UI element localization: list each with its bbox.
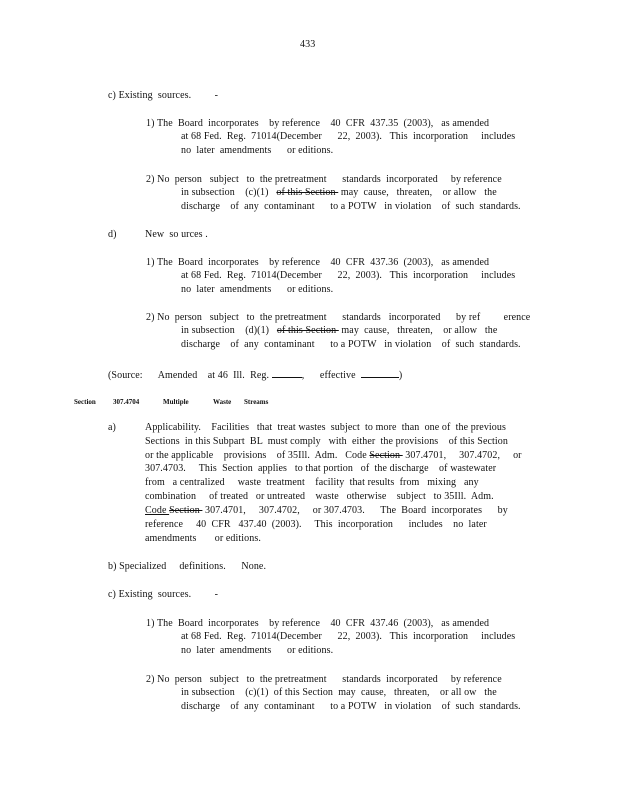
c-item1-line1: 1) The Board incorporates by reference 40 CFR 437.35 (2003), as amended — [146, 118, 490, 129]
subsection-a-letter: a) — [108, 422, 116, 433]
inserted-text: Code — [145, 505, 170, 516]
a-line7: Code Section 307.4701, 307.4702, or 307.4703. The Board incorporates by — [145, 505, 508, 516]
subsection-d-letter: d) — [108, 229, 117, 240]
a-line2: Sections in this Subpart BL must comply with either the provisions of this Section — [145, 436, 508, 447]
page-number: 433 — [300, 39, 316, 50]
blank-line — [361, 367, 399, 378]
d-item2-line2: in subsection (d)(1) of this Section may cause, threaten, or allow the — [181, 325, 498, 336]
c-item2-line3: discharge of any contaminant to a POTW in violation of such standards. — [181, 201, 521, 212]
d-item1-line1: 1) The Board incorporates by reference 40 CFR 437.36 (2003), as amended — [146, 257, 490, 268]
a-line4: 307.4703. This Section applies to that portion of the discharge of wastewater — [145, 463, 497, 474]
deleted-text: Section — [369, 450, 403, 461]
section-title-word: Streams — [244, 398, 269, 406]
deleted-text: of this Section — [276, 187, 339, 198]
blank-line — [272, 367, 302, 378]
source-note: (Source: Amended at 46 Ill. Reg. , effective ) — [108, 367, 402, 382]
c2-item2-line2: in subsection (c)(1) of this Section may cause, threaten, or all ow the — [181, 687, 497, 698]
c-item1-line2: at 68 Fed. Reg. 71014(December 22, 2003). This incorporation includes — [181, 131, 516, 142]
c-item1-line3: no later amendments or editions. — [181, 145, 334, 156]
c2-item1-line3: no later amendments or editions. — [181, 645, 334, 656]
d-item2-line3: discharge of any contaminant to a POTW in violation of such standards. — [181, 339, 521, 350]
subsection-c2-heading: c) Existing sources. - — [108, 589, 219, 600]
c2-item1-line1: 1) The Board incorporates by reference 40 CFR 437.46 (2003), as amended — [146, 618, 490, 629]
d-item1-line3: no later amendments or editions. — [181, 284, 334, 295]
subsection-c-heading: c) Existing sources. - — [108, 90, 219, 101]
section-number: 307.4704 — [113, 398, 140, 406]
c2-item2-line1: 2) No person subject to the pretreatment standards incorporated by reference — [146, 674, 502, 685]
subsection-b: b) Specialized definitions. None. — [108, 561, 267, 572]
section-title-word: Waste — [213, 398, 232, 406]
a-line1: Applicability. Facilities that treat wastes subject to more than one of the previous — [145, 422, 506, 433]
d-item2-line1: 2) No person subject to the pretreatment standards incorporated by ref erence — [146, 312, 531, 323]
a-line6: combination of treated or untreated waste otherwise subject to 35Ill. Adm. — [145, 491, 494, 502]
c2-item2-line3: discharge of any contaminant to a POTW in violation of such standards. — [181, 701, 521, 712]
c2-item1-line2: at 68 Fed. Reg. 71014(December 22, 2003). This incorporation includes — [181, 631, 516, 642]
section-title-word: Multiple — [163, 398, 189, 406]
a-line5: from a centralized waste treatment facility that results from mixing any — [145, 477, 479, 488]
c-item2-line2: in subsection (c)(1) of this Section may cause, threaten, or allow the — [181, 187, 497, 198]
a-line9: amendments or editions. — [145, 533, 261, 544]
a-line8: reference 40 CFR 437.40 (2003). This incorporation includes no later — [145, 519, 487, 530]
a-line3: or the applicable provisions of 35Ill. Adm. Code Section 307.4701, 307.4702, or — [145, 450, 522, 461]
c-item2-line1: 2) No person subject to the pretreatment standards incorporated by reference — [146, 174, 502, 185]
deleted-text: Section — [169, 505, 203, 516]
subsection-d-heading: New so urces . — [145, 229, 208, 240]
section-label: Section — [74, 398, 96, 406]
deleted-text: of this Section — [276, 325, 339, 336]
d-item1-line2: at 68 Fed. Reg. 71014(December 22, 2003). This incorporation includes — [181, 270, 516, 281]
